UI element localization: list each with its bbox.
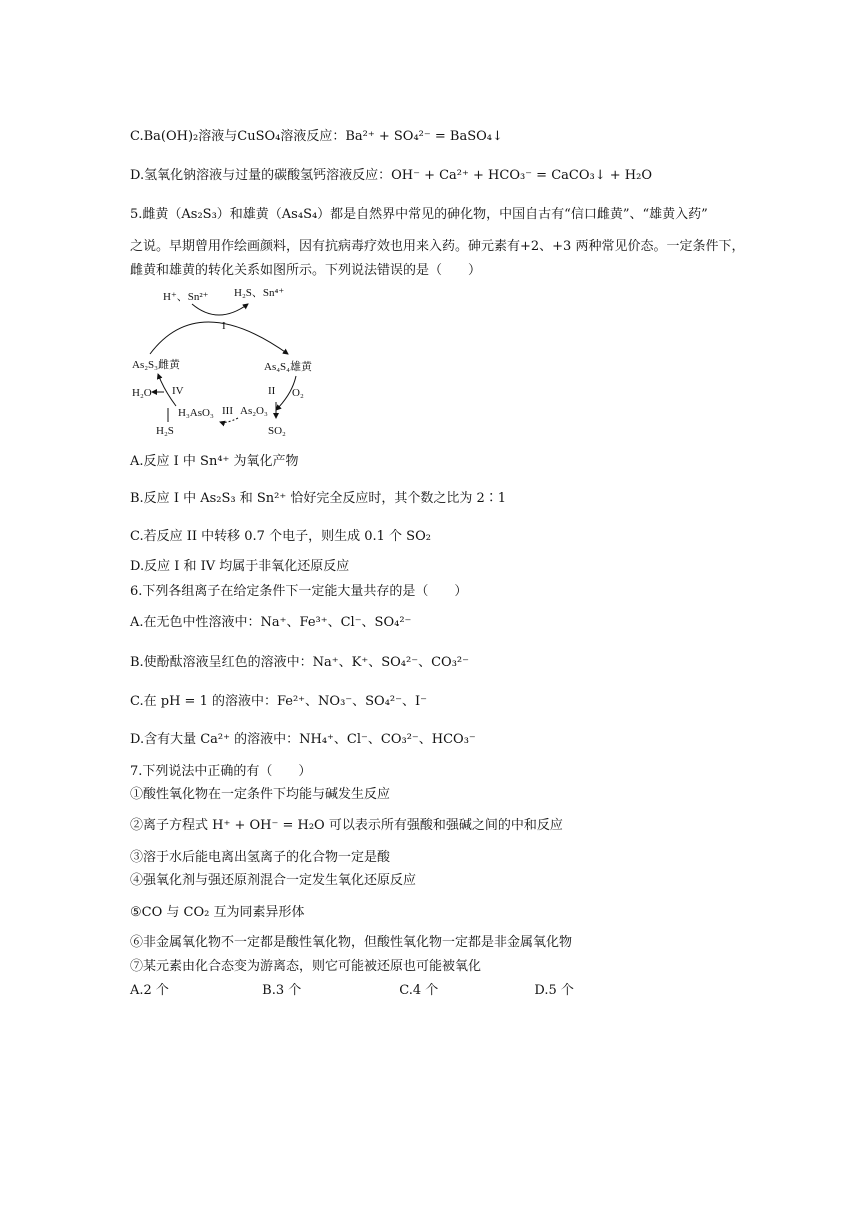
option-d-q4: D.氢氧化钠溶液与过量的碳酸氢钙溶液反应：OH⁻ + Ca²⁺ + HCO₃⁻ = CaCO₃↓ + H₂O [130,168,652,183]
diagram-o2: O₂ [292,387,304,399]
diagram-label-I: I [222,320,226,332]
diagram-h2o: H₂O [132,387,152,399]
diagram-reactants-top: H⁺、Sn²⁺ [163,291,209,303]
q7-option-a: A.2 个 [130,983,169,998]
diagram-h3aso3: H₃AsO₃ [178,407,214,419]
q7-option-d: D.5 个 [534,983,574,998]
question-6-stem: 6.下列各组离子在给定条件下一定能大量共存的是（ ） [130,584,468,599]
q7-option-b: B.3 个 [262,983,302,998]
statement-1: ①酸性氧化物在一定条件下均能与碱发生反应 [130,787,391,802]
diagram-as2o3: As₂O₃ [240,405,268,417]
diagram-so2: SO₂ [268,425,286,437]
question-6-option-b: B.使酚酞溶液呈红色的溶液中：Na⁺、K⁺、SO₄²⁻、CO₃²⁻ [130,655,469,670]
question-5-option-b: B.反应 I 中 As₂S₃ 和 Sn²⁺ 恰好完全反应时，其个数之比为 2∶1 [130,491,507,506]
question-5-line-1: 5.雌黄（As₂S₃）和雄黄（As₄S₄）都是自然界中常见的砷化物，中国自古有“信口雌黄”、“雄黄入药” [130,207,708,222]
q7-option-c: C.4 个 [399,983,439,998]
diagram-orpiment: As₂S₃雌黄 [132,359,181,371]
question-5-line-2: 之说。早期曾用作绘画颜料，因有抗病毒疗效也用来入药。砷元素有+2、+3 两种常见价态。一定条件下， [130,239,745,254]
question-5-option-c: C.若反应 II 中转移 0.7 个电子，则生成 0.1 个 SO₂ [130,529,431,544]
statement-7: ⑦某元素由化合态变为游离态，则它可能被还原也可能被氧化 [130,959,482,974]
arrow-III [220,418,238,423]
question-5-line-3: 雌黄和雄黄的转化关系如图所示。下列说法错误的是（ ） [130,263,482,278]
option-c-q4: C.Ba(OH)₂溶液与CuSO₄溶液反应：Ba²⁺ + SO₄²⁻ = BaSO₄↓ [130,129,503,144]
statement-2: ②离子方程式 H⁺ + OH⁻ = H₂O 可以表示所有强酸和强碱之间的中和反应 [130,818,563,833]
diagram-h2s: H₂S [156,425,174,437]
diagram-label-III: III [222,405,233,417]
question-5-option-d: D.反应 I 和 IV 均属于非氧化还原反应 [130,559,350,574]
question-6-option-c: C.在 pH = 1 的溶液中：Fe²⁺、NO₃⁻、SO₄²⁻、I⁻ [130,694,427,709]
question-6-option-a: A.在无色中性溶液中：Na⁺、Fe³⁺、Cl⁻、SO₄²⁻ [130,615,412,630]
question-7-stem: 7.下列说法中正确的有（ ） [130,764,312,779]
statement-3: ③溶于水后能电离出氢离子的化合物一定是酸 [130,850,391,865]
statement-6: ⑥非金属氧化物不一定都是酸性氧化物，但酸性氧化物一定都是非金属氧化物 [130,935,573,950]
diagram-products-top: H₂S、Sn⁴⁺ [234,287,285,299]
statement-5: ⑤CO 与 CO₂ 互为同素异形体 [130,905,305,920]
diagram-realgar: As₄S₄雄黄 [264,361,313,373]
diagram-label-IV: IV [172,385,184,397]
arrow-top-in [192,304,248,315]
cycle-arc-top [150,322,288,354]
question-5-option-a: A.反应 I 中 Sn⁴⁺ 为氧化产物 [130,454,299,469]
arsenic-conversion-diagram [128,282,328,442]
question-7-options [130,982,574,1000]
diagram-label-II: II [268,385,276,397]
question-6-option-d: D.含有大量 Ca²⁺ 的溶液中：NH₄⁺、Cl⁻、CO₃²⁻、HCO₃⁻ [130,732,476,747]
statement-4: ④强氧化剂与强还原剂混合一定发生氧化还原反应 [130,873,417,888]
